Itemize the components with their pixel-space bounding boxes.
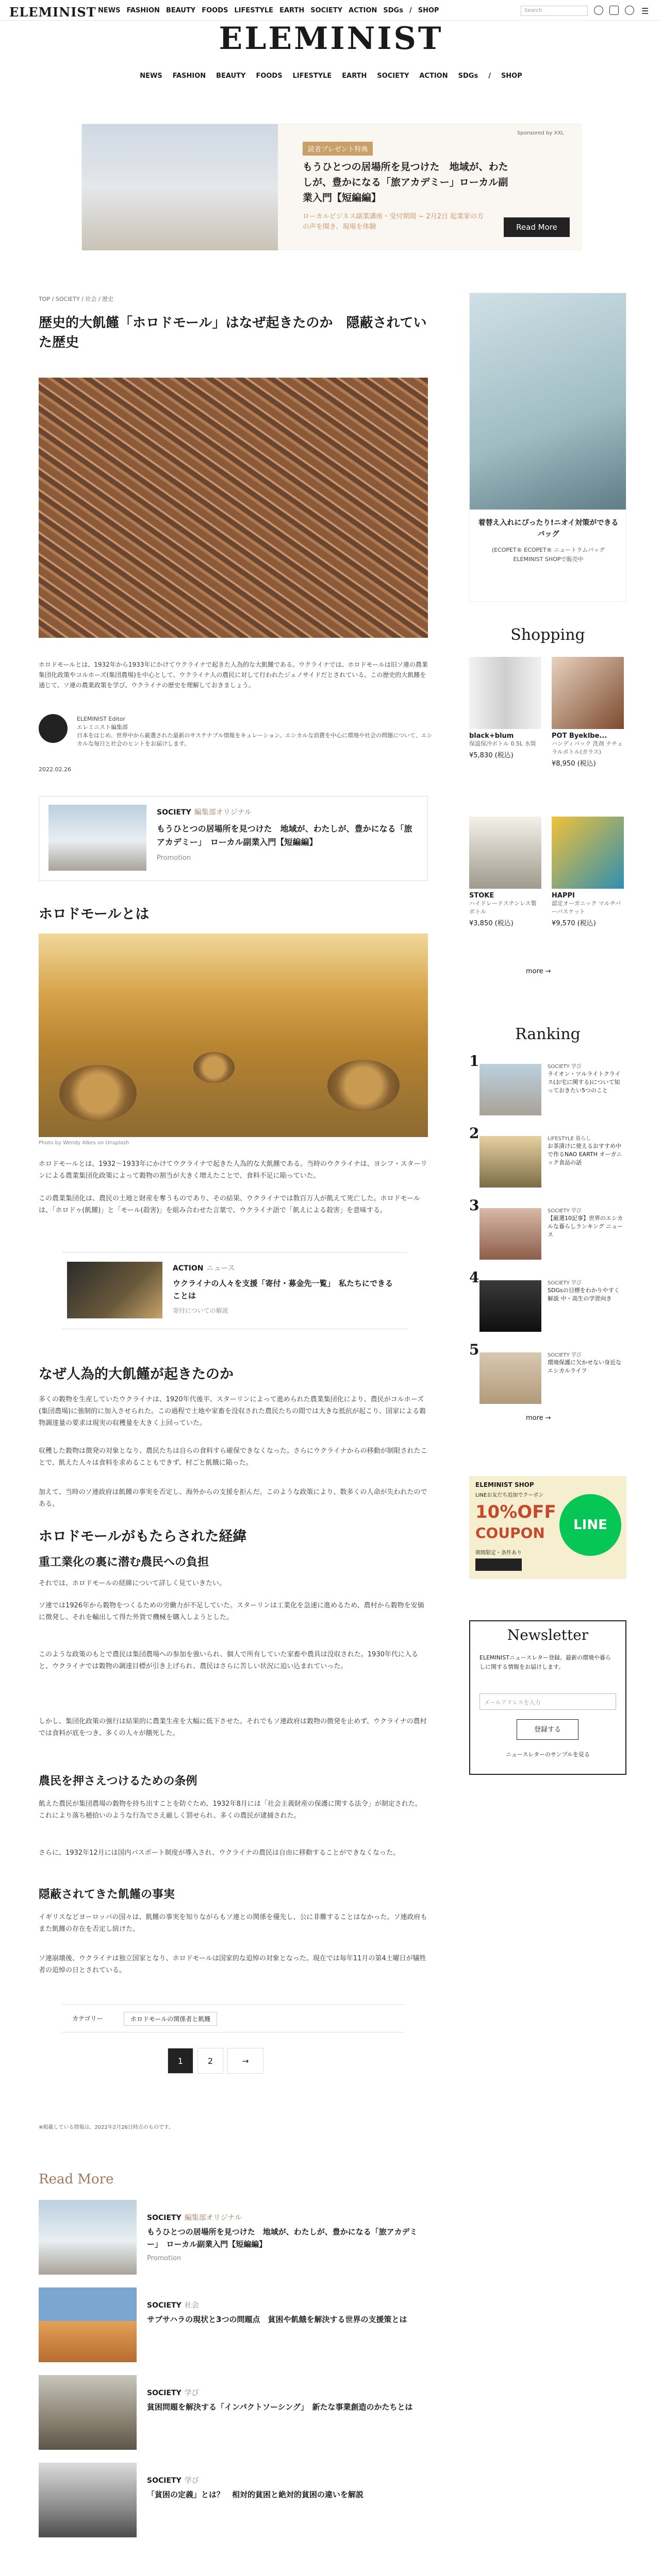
item-title: もうひとつの居場所を見つけた 地域が、わたしが、豊かになる「旅アカデミー」 ローカル副業入門【短編編】 [147,2227,418,2249]
product-price: ¥9,570 (税込) [552,920,596,927]
nav-beauty[interactable]: BEAUTY [166,7,196,14]
nav-fashion[interactable]: FASHION [126,7,160,14]
ranking-thumbnail [479,1136,541,1188]
product-desc: 認定オーガニック マルチバーバスケット [552,900,621,915]
shopping-title: Shopping [510,626,585,644]
page-1-button[interactable]: 1 [168,2048,193,2074]
category-label: SOCIETY [147,2214,181,2222]
product-name: black+blum [469,732,514,740]
ad-sponsor: Sponsored by XXL [517,130,564,136]
product-desc: 保温保冷ボトル 0.5L 水筒 [469,740,536,747]
subscribe-button[interactable]: 登録する [517,1719,578,1740]
promo-category [157,807,252,817]
paragraph: イギリスなどヨーロッパの国々は、飢饉の事実を知りながらもソ連との関係を優先し、公に非難することはなかった。ソ連政府もまた飢饉の存在を否定し続けた。 [39,1913,427,1933]
category-label: ACTION [173,1264,204,1273]
paragraph: ソ連では1926年から穀物をつくるための労働力が不足していた。スターリンは工業化を急速に進めるため、農村から穀物を安価に徴発し、それを輸出して得た外貨で機械を購入しようとした。 [39,1602,424,1621]
paragraph: このような政策のもとで農民は集団農場への参加を強いられ、個人で所有していた家畜や農具は没収された。1930年代に入ると、ウクライナでは穀物の調達目標が引き上げられ、農民はさらに苦しい状況に追い込まれていった。 [39,1651,418,1670]
ranking-category: LIFESTYLE 暮らし [548,1136,591,1142]
promo-thumbnail [48,805,146,871]
ranking-category: SOCIETY 学び [548,1064,582,1070]
paragraph: 収穫した穀物は徴発の対象となり、農民たちは自らの食料すら確保できなくなった。さらにウクライナからの移動が制限されたことで、飢えた人々は食料を求めることもできず、村ごと飢餓に陥った。 [39,1447,427,1467]
product-image [469,817,541,889]
category-sub: 学び [184,2389,199,2397]
promo-card[interactable] [39,796,428,881]
nav-foods[interactable]: FOODS [256,72,283,80]
instagram-icon[interactable] [609,6,619,15]
related-title: ウクライナの人々を支援「寄付・募金先一覧」 私たちにできることは [173,1279,393,1300]
rank-number: 2 [469,1125,479,1142]
section-heading: なぜ人為的大飢饉が起きたのか [39,1366,234,1382]
category-label: SOCIETY [147,2389,181,2397]
subsection-heading: 隠蔽されてきた飢饉の事実 [39,1888,175,1901]
author-sub: エレミニスト編集部 [77,724,128,731]
article-lead: ホロドモールとは、1932年から1933年にかけてウクライナで起きた人為的な大飢饉である。ウクライナでは、ホロドモールは旧ソ連の農業集団化政策やコルホーズ(集団農場)を中心として、ウクライナ人の農民に対して行われたジェノサイドだとされている。この歴史的大飢饉を通じて、ソ連の農業政策を学び、ウクライナの歴史を理解しておきましょう。 [39,661,428,689]
ranking-title: Ranking [515,1025,581,1043]
read-more-list [39,2200,433,2561]
haybale-photo [39,934,428,1137]
product-image [469,657,541,729]
product-card[interactable] [469,657,541,759]
ranking-title-text: 環境保護に欠かせない身近なエシカルライフ [548,1359,621,1374]
product-price: ¥8,950 (税込) [552,760,596,768]
nav-news[interactable]: NEWS [140,72,162,80]
search-icon[interactable] [594,6,603,15]
product-card[interactable] [552,817,624,927]
coupon-big: 10%OFF [475,1502,556,1522]
ranking-title-text: 【厳選10記事】世界のエシカルな暮らしランキング ニュース [548,1215,623,1238]
nav-earth[interactable]: EARTH [279,7,305,14]
paragraph: それでは、ホロドモールの経緯について詳しく見ていきたい。 [39,1580,226,1587]
top-nav [98,7,439,14]
category-sub: ニュース [206,1264,235,1273]
item-title: サブサハラの現状と3つの問題点 貧困や飢餓を解決する世界の支援策とは [147,2315,407,2324]
category-sub: 社会 [184,2301,199,2310]
nav-society[interactable]: SOCIETY [310,7,343,14]
masthead-logo[interactable]: ELEMINIST [219,21,443,57]
rank-number: 3 [469,1197,479,1214]
list-item[interactable] [39,2375,433,2452]
paragraph: 加えて、当時のソ連政府は飢饉の事実を否定し、海外からの支援を拒んだ。このような政策により、数多くの人命が失われたのである。 [39,1488,427,1508]
nav-shop[interactable]: SHOP [501,72,522,80]
ranking-thumbnail [479,1280,541,1332]
coupon-word: COUPON [475,1524,545,1541]
nav-action[interactable]: ACTION [349,7,377,14]
ranking-category: SOCIETY 学び [548,1208,582,1214]
hero-image [39,378,428,638]
category-sub: 学び [184,2477,199,2485]
promo-label: Promotion [157,854,191,862]
category-label: SOCIETY [147,2477,181,2485]
ranking-thumbnail [479,1064,541,1115]
section-heading: ホロドモールとは [39,906,150,922]
page-2-button[interactable]: 2 [197,2048,223,2074]
nav-action[interactable]: ACTION [419,72,448,80]
nav-fashion[interactable]: FASHION [172,72,206,80]
item-thumbnail [39,2287,137,2362]
product-card[interactable] [469,817,541,927]
author-name[interactable]: ELEMINIST Editor [77,716,125,722]
ranking-more-link[interactable]: more → [526,1414,551,1422]
publish-date: 2022.02.26 [39,766,71,773]
ad-image [82,124,278,250]
photo-credit: Photo by Wendy Alkes on Unsplash [39,1140,129,1146]
read-more-title: Read More [39,2172,114,2187]
nav-society[interactable]: SOCIETY [377,72,409,80]
item-title: 「貧困の定義」とは？ 相対的貧困と絶対的貧困の違いを解説 [147,2490,364,2499]
line-logo-icon: LINE [559,1494,621,1556]
rank-number: 5 [469,1341,479,1358]
coupon-banner[interactable] [469,1476,626,1579]
ad-image [470,293,626,510]
sidebar-ad[interactable] [469,293,626,602]
category-label: SOCIETY [157,808,191,817]
nav-sdgs[interactable]: SDGs [383,7,403,14]
menu-icon[interactable]: ☰ [641,6,649,16]
ranking-item[interactable] [469,1198,626,1260]
user-icon[interactable] [625,6,634,15]
nav-sdgs[interactable]: SDGs [458,72,478,80]
email-field[interactable]: メールアドレスを入力 [479,1693,616,1710]
category-label: SOCIETY [147,2301,181,2310]
subsection-heading: 農民を押さえつけるための条例 [39,1775,197,1788]
shopping-grid [469,657,626,976]
next-page-button[interactable]: → [227,2048,263,2074]
ranking-item[interactable] [469,1126,626,1188]
category-sub: 編集部オリジナル [184,2214,242,2222]
ranking-category: SOCIETY 学び [548,1280,582,1286]
ad-title: もうひとつの居場所を見つけた 地域が、わたしが、豊かになる「旅アカデミー」ローカル副業入門【短編編】 [303,161,508,204]
newsletter-sample-link[interactable]: ニュースレターのサンプルを見る [505,1751,590,1758]
rank-number: 4 [469,1269,479,1286]
paragraph: さらに、1932年12月には国内パスポート制度が導入され、ウクライナの農民は自由に移動することができなくなった。 [39,1849,400,1857]
coupon-note: 期間限定・条件あり [475,1550,522,1556]
ranking-thumbnail [479,1208,541,1260]
rank-number: 1 [469,1053,479,1070]
product-desc: ハンディパック 洗剤 ナチュラルボトル(ガラス) [552,740,623,755]
article-title: 歴史的大飢饉「ホロドモール」はなぜ起きたのか 隠蔽されていた歴史 [39,315,427,350]
nav-foods[interactable]: FOODS [202,7,228,14]
related-card[interactable] [62,1252,407,1329]
search-input[interactable]: Search [521,6,588,16]
paragraph: この農業集団化は、農民の土地と財産を奪うものであり、その結果、ウクライナでは数百万人が飢えて死亡した。ホロドモールは、「ホロドゥ(飢饉)」と「モール(殺害)」を組み合わせた言葉で、ウクライナ語で「飢えによる殺害」を意味する。 [39,1195,420,1214]
ranking-title-text: ライオン・ツルライトクライス(お宅に関する)について知っておきたい5つのこと [548,1071,621,1094]
nav-shop[interactable]: SHOP [418,7,439,14]
author-bio: 日本をはじめ、世界中から厳選された最新のサステナブル情報をキュレーション。エシカルな消費を中心に環境や社会の問題について、エシカルな毎日と社会のヒントをお届けします。 [77,732,433,747]
related-category [173,1263,235,1273]
top-bar [0,0,662,21]
breadcrumb[interactable]: TOP / SOCIETY / 社会 / 歴史 [39,296,114,302]
ranking-category: SOCIETY 学び [548,1352,582,1358]
product-name: STOKE [469,892,494,900]
tags-label: カテゴリー [72,2015,103,2022]
list-item[interactable] [39,2287,433,2365]
shopping-more-link[interactable]: more → [526,968,551,975]
ranking-title-text: SDGsの目標をわかりやすく解説 中・高生の学習向き [548,1287,620,1302]
ranking-item[interactable] [469,1342,626,1404]
section-heading: ホロドモールがもたらされた経緯 [39,1529,247,1545]
category-sub: 編集部オリジナル [194,808,252,817]
coupon-shop: ELEMINIST SHOP [475,1481,534,1488]
item-category [147,2300,199,2310]
related-thumbnail [67,1262,162,1318]
site-logo[interactable]: ELEMINIST [9,5,96,20]
nav-beauty[interactable]: BEAUTY [216,72,246,80]
nav-sep: / [488,72,491,80]
nav-sep: / [409,7,412,14]
category-tags [62,2004,405,2032]
paragraph: しかし、集団化政策の強行は結果的に農業生産を大幅に低下させた。それでもソ連政府は穀物の徴発を止めず、ウクライナの農村では食料が底をつき、多くの人々が餓死した。 [39,1718,427,1737]
related-label: 寄付についての解説 [173,1307,228,1314]
nav-news[interactable]: NEWS [98,7,121,14]
product-price: ¥5,830 (税込) [469,752,514,759]
ad-title: 着替え入れにぴったり!ニオイ対策ができるバッグ [478,519,619,538]
ad-subtitle: ローカルビジネス副業講座・受付期間 ~ 2月2日 起業家の方の声を聞き、現場を体験 [303,213,484,231]
item-category [147,2212,242,2223]
newsletter-box [469,1620,626,1775]
product-image [552,817,624,889]
promo-title: もうひとつの居場所を見つけた 地域が、わたしが、豊かになる「旅アカデミー」 ローカル副業入門【短編編】 [157,824,412,847]
item-title: 貧困問題を解決する「インパクトソーシング」 新たな事業創造のかたちとは [147,2402,413,2412]
paragraph: 飢えた農民が集団農場の穀物を持ち出すことを防ぐため、1932年8月には「社会主義財産の保護に関する法令」が制定された。これにより落ち穂拾いのような行為でさえ厳しく罰せられ、多くの農民が逮捕された。 [39,1800,422,1820]
list-item[interactable] [39,2200,433,2277]
ranking-item[interactable] [469,1054,626,1115]
product-card[interactable] [552,657,624,768]
nav-earth[interactable]: EARTH [342,72,367,80]
main-nav [0,72,662,80]
coupon-sub: LINEお友だち追加でクーポン [475,1493,544,1498]
newsletter-text: ELEMINISTニュースレター登録。最新の環境や暮らしに関する情報をお届けします。 [479,1654,611,1670]
item-thumbnail [39,2375,137,2450]
ad-read-more-button[interactable]: Read More [504,217,570,237]
product-image [552,657,624,729]
ranking-item[interactable] [469,1270,626,1332]
ad-tag: 読者プレゼント特典 [303,142,373,156]
ad-subtitle: (ECOPET® ECOPET® ニュートラムバッグ ELEMINIST SHOPで販売中 [491,547,605,563]
tag-chip[interactable]: ホロドモールの関係者と飢饉 [124,2012,217,2026]
product-name: POT Byeklbe... [552,732,607,740]
paragraph: ソ連崩壊後、ウクライナは独立国家となり、ホロドモールは国家的な追悼の対象となった。現在では毎年11月の第4土曜日が犠牲者の追悼の日とされている。 [39,1955,426,1974]
pagination [168,2048,255,2074]
ranking-title-text: お茶漬けに使えるおすすめ中で作るNAO EARTH オーガニック食品の話 [548,1143,622,1166]
product-desc: ハイドレードステンレス製ボトル [469,900,537,915]
list-item[interactable] [39,2463,433,2540]
product-name: HAPPI [552,892,575,900]
top-banner-ad[interactable] [81,124,582,250]
item-thumbnail [39,2200,137,2275]
item-label: Promotion [147,2255,181,2262]
newsletter-title: Newsletter [507,1626,589,1643]
item-category [147,2387,199,2398]
subsection-heading: 重工業化の裏に潜む農民への負担 [39,1556,209,1569]
nav-lifestyle[interactable]: LIFESTYLE [292,72,332,80]
paragraph: ホロドモールとは、1932〜1933年にかけてウクライナで起きた人為的な大飢饉である。当時のウクライナは、ヨシフ・スターリンによる農業集団化政策によって穀物の割当が大きく増えたことで、食料不足に陥っていた。 [39,1160,427,1180]
item-thumbnail [39,2463,137,2537]
nav-lifestyle[interactable]: LIFESTYLE [234,7,274,14]
footnote: ※掲載している情報は、2022年2月26日時点のものです。 [39,2125,174,2130]
item-category [147,2475,199,2485]
paragraph: 多くの穀物を生産していたウクライナは、1920年代後半、スターリンによって進められた農業集団化により、農民がコルホーズ(集団農場)に強制的に加入させられた。この過程で土地や家畜を没収された農民たちの間では大きな抵抗が起こり、国家による穀物調達量の要求は現実の収穫量を大きく上回っていた。 [39,1396,426,1427]
ranking-thumbnail [479,1352,541,1404]
ranking-list [469,1054,626,1409]
coupon-button[interactable] [475,1558,522,1571]
avatar[interactable] [39,714,68,743]
product-price: ¥3,850 (税込) [469,920,514,927]
